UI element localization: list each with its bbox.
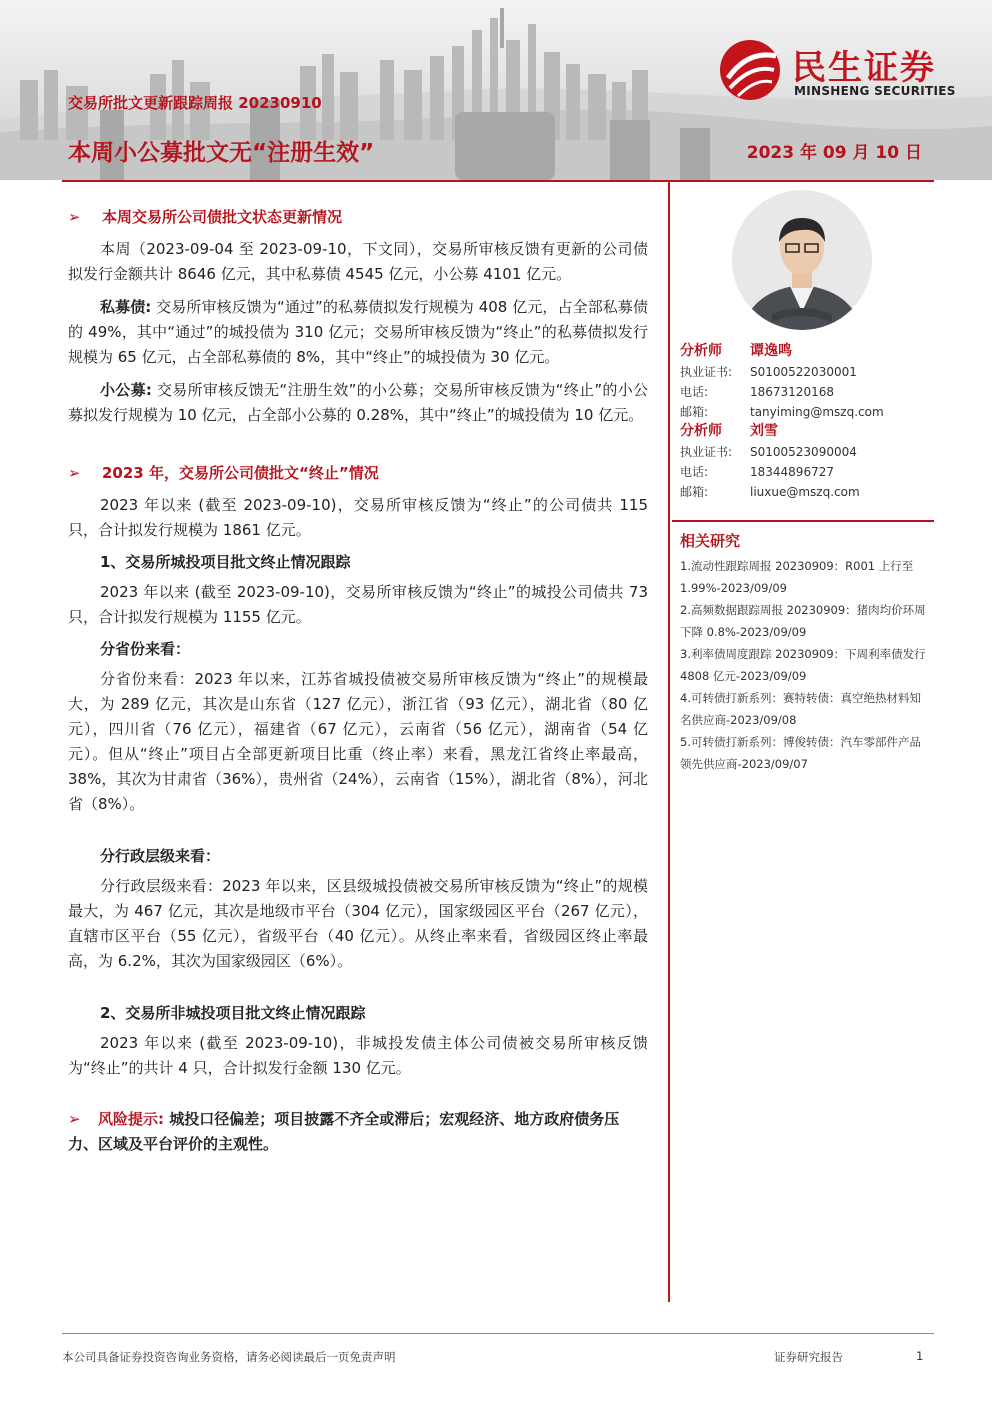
section-heading-weekly-update: ➢ 本周交易所公司债批文状态更新情况: [68, 208, 343, 226]
analyst-role-row: [680, 420, 932, 442]
related-research-item[interactable]: 2.高频数据跟踪周报 20230909：猪肉均价环周下降 0.8%-2023/09/09: [680, 603, 926, 639]
arrow-right-icon: ➢: [68, 464, 81, 482]
label-private-bond: 私募债:: [100, 298, 152, 316]
arrow-right-icon: ➢: [68, 208, 81, 226]
paragraph-by-province: 分省份来看：2023 年以来，江苏省城投债被交易所审核反馈为“终止”的规模最大，为 289 亿元，其次是山东省（127 亿元），浙江省（93 亿元），湖北省（80 亿元），四川省（76 亿元），福建省（67 亿元），云南省（56 亿元），湖南省（54 亿元）。但从“终止”项目占全部更新项目比重（终止率）来看，黑龙江省终止率最高，38%，其次为甘肃省（36%），贵州省（24%），云南省（15%），湖北省（8%），河北省（8%）。: [68, 670, 648, 813]
report-header: [0, 0, 992, 180]
analyst-card-2: [680, 420, 932, 502]
related-research-item[interactable]: 1.流动性跟踪周报 20230909：R001 上行至 1.99%-2023/09/09: [680, 559, 914, 595]
report-date: 2023 年 09 月 10 日: [746, 143, 922, 163]
page-number: 1: [916, 1349, 924, 1363]
analyst-tel-row: 电话: 18673120168: [680, 382, 932, 402]
analyst-cert-row: 执业证书: S0100522030001: [680, 362, 932, 382]
related-research-item[interactable]: 4.可转债打新系列：赛特转债：真空绝热材料知名供应商-2023/09/08: [680, 691, 921, 727]
analyst-name: 刘雪: [750, 423, 778, 439]
main-content: [68, 206, 648, 1157]
analyst-card-1: [680, 340, 932, 422]
analyst-mail-row: 邮箱: liuxue@mszq.com: [680, 482, 932, 502]
report-series: 交易所批文更新跟踪周报 20230910: [68, 94, 322, 112]
footer-disclaimer: 本公司具备证券投资咨询业务资格，请务必阅读最后一页免责声明: [62, 1350, 396, 1364]
related-research-divider: [672, 520, 934, 522]
analyst-role: 分析师: [680, 343, 722, 359]
column-divider: [668, 182, 670, 1302]
label-small-public-bond: 小公募:: [100, 381, 152, 399]
paragraph-small-public-bond: 小公募: 交易所审核反馈无“注册生效”的小公募；交易所审核反馈为“终止”的小公募拟发行规模为 10 亿元，占全部小公募的 0.28%，其中“终止”的城投债为 10 亿元。: [68, 381, 648, 424]
subheading-by-province: 分省份来看：: [100, 640, 191, 658]
analyst-cert-row: 执业证书: S0100523090004: [680, 442, 932, 462]
paragraph-private-bond: 私募债: 交易所审核反馈为“通过”的私募债拟发行规模为 408 亿元，占全部私募债的 49%，其中“通过”的城投债为 310 亿元；交易所审核反馈为“终止”的私募债拟发行规模为 65 亿元，占全部私募债的 8%，其中“终止”的城投债为 30 亿元。: [68, 298, 648, 366]
paragraph-weekly-summary: 本周（2023-09-04 至 2023-09-10，下文同），交易所审核反馈有更新的公司债拟发行金额共计 8646 亿元，其中私募债 4545 亿元，小公募 4101 亿元。: [68, 240, 648, 283]
arrow-right-icon: ➢: [68, 1110, 81, 1128]
risk-label: 风险提示:: [98, 1110, 164, 1128]
report-title: 本周小公募批文无“注册生效”: [68, 140, 375, 166]
header-divider: [62, 180, 934, 182]
minsheng-logo: [718, 38, 968, 102]
analyst-role-row: [680, 340, 932, 362]
analyst-name: 谭逸鸣: [750, 343, 792, 359]
subheading-by-admin-level: 分行政层级来看：: [100, 847, 221, 865]
related-research-item[interactable]: 3.利率债周度跟踪 20230909：下周利率债发行 4808 亿元-2023/09/09: [680, 647, 926, 683]
logo-english-name: MINSHENG SECURITIES: [794, 84, 956, 98]
analyst-cert: S0100522030001: [750, 365, 857, 379]
footer-doc-type: 证券研究报告: [774, 1350, 843, 1364]
analyst-mail-row: 邮箱: tanyiming@mszq.com: [680, 402, 932, 422]
paragraph-chengtou-termination: 2023 年以来 (截至 2023-09-10)，交易所审核反馈为“终止”的城投公司债共 73 只，合计拟发行规模为 1155 亿元。: [68, 583, 648, 626]
footer-divider: [62, 1333, 934, 1334]
analyst-email-link[interactable]: liuxue@mszq.com: [750, 485, 860, 499]
related-research-item[interactable]: 5.可转债打新系列：博俊转债：汽车零部件产品领先供应商-2023/09/07: [680, 735, 921, 771]
analyst-role: 分析师: [680, 423, 722, 439]
paragraph-by-admin-level: 分行政层级来看：2023 年以来，区县级城投债被交易所审核反馈为“终止”的规模最大，为 467 亿元，其次是地级市平台（304 亿元），国家级园区平台（267 亿元），直辖市区平台（55 亿元），省级平台（40 亿元）。从终止率来看，省级园区终止率最高，为 6.2%，其次为国家级园区（6%）。: [68, 877, 648, 970]
analyst-tel: 18344896727: [750, 465, 834, 479]
analyst-tel-row: 电话: 18344896727: [680, 462, 932, 482]
logo-chinese-name: 民生证券: [792, 48, 936, 88]
paragraph-non-chengtou-termination: 2023 年以来 (截至 2023-09-10)，非城投发债主体公司债被交易所审核反馈为“终止”的共计 4 只，合计拟发行金额 130 亿元。: [68, 1034, 648, 1077]
paragraph-termination-summary: 2023 年以来 (截至 2023-09-10)，交易所审核反馈为“终止”的公司债共 115 只，合计拟发行规模为 1861 亿元。: [68, 496, 648, 539]
analyst-avatar: [732, 190, 872, 330]
related-research-title: 相关研究: [680, 532, 741, 550]
analyst-cert: S0100523090004: [750, 445, 857, 459]
risk-warning: ➢ 风险提示: 城投口径偏差；项目披露不齐全或滞后；宏观经济、地方政府债务压力、区域及平台评价的主观性。: [68, 1107, 648, 1157]
analyst-photo-icon: [732, 190, 872, 330]
section-heading-termination-2023: ➢ 2023 年，交易所公司债批文“终止”情况: [68, 464, 379, 482]
related-research-list: [680, 555, 930, 775]
analyst-email-link[interactable]: tanyiming@mszq.com: [750, 405, 884, 419]
subheading-chengtou-termination: 1、交易所城投项目批文终止情况跟踪: [100, 553, 351, 571]
subheading-non-chengtou-termination: 2、交易所非城投项目批文终止情况跟踪: [100, 1004, 366, 1022]
analyst-tel: 18673120168: [750, 385, 834, 399]
minsheng-logo-mark-icon: [718, 38, 784, 102]
